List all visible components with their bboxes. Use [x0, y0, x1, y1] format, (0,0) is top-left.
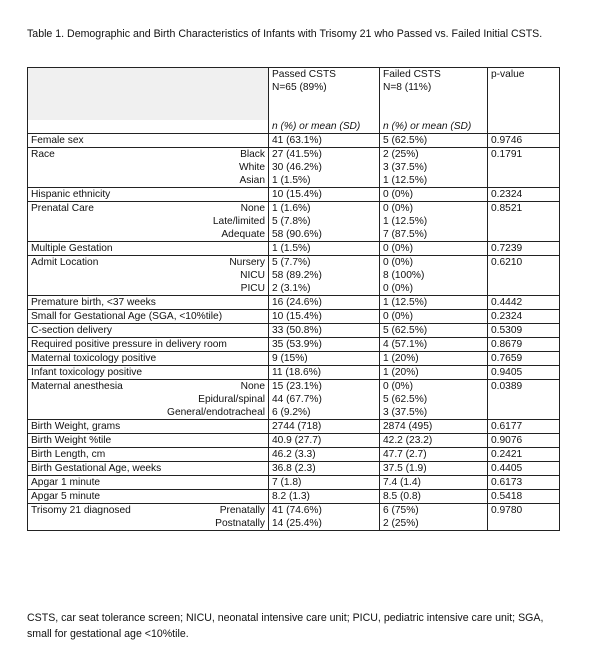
- failed-value: 5 (62.5%): [380, 324, 488, 338]
- table-row: [28, 282, 560, 296]
- p-value: 0.8679: [488, 338, 560, 352]
- table-row: [28, 380, 560, 394]
- failed-value: 1 (20%): [380, 352, 488, 366]
- row-label: Prenatal Care: [31, 203, 94, 214]
- row-category: Adequate: [221, 229, 265, 240]
- passed-value: 8.2 (1.3): [269, 490, 380, 504]
- table-row: [28, 161, 560, 174]
- passed-value: 27 (41.5%): [269, 148, 380, 162]
- p-value: [488, 161, 560, 174]
- p-value: 0.2324: [488, 310, 560, 324]
- p-value: 0.9780: [488, 504, 560, 518]
- row-category: PICU: [240, 283, 265, 294]
- row-label: Apgar 5 minute: [31, 491, 101, 502]
- table-row: [28, 269, 560, 282]
- row-label-cell: [28, 202, 269, 216]
- row-label-cell: [28, 490, 269, 504]
- units-failed: n (%) or mean (SD): [380, 120, 488, 134]
- passed-value: 7 (1.8): [269, 476, 380, 490]
- table-row: [28, 406, 560, 420]
- table-header-row: [28, 68, 560, 121]
- row-category: NICU: [240, 270, 265, 281]
- p-value: 0.2421: [488, 448, 560, 462]
- header-pvalue: p-value: [488, 68, 560, 121]
- passed-value: 5 (7.7%): [269, 256, 380, 270]
- table-row: [28, 242, 560, 256]
- passed-value: 10 (15.4%): [269, 310, 380, 324]
- failed-value: 0 (0%): [380, 282, 488, 296]
- table-row: [28, 202, 560, 216]
- failed-value: 8.5 (0.8): [380, 490, 488, 504]
- passed-value: 1 (1.6%): [269, 202, 380, 216]
- row-category: Nursery: [229, 257, 265, 268]
- failed-value: 6 (75%): [380, 504, 488, 518]
- row-label-cell: [28, 282, 269, 296]
- row-label-cell: [28, 310, 269, 324]
- row-label-cell: [28, 420, 269, 434]
- p-value: 0.4405: [488, 462, 560, 476]
- failed-value: 37.5 (1.9): [380, 462, 488, 476]
- row-label-cell: [28, 228, 269, 242]
- failed-value: 2874 (495): [380, 420, 488, 434]
- p-value: 0.9076: [488, 434, 560, 448]
- passed-value: 6 (9.2%): [269, 406, 380, 420]
- row-label-cell: [28, 448, 269, 462]
- passed-value: 33 (50.8%): [269, 324, 380, 338]
- table-row: [28, 393, 560, 406]
- header-passed-title: Passed CSTS: [272, 69, 336, 80]
- table-row: [28, 434, 560, 448]
- p-value: [488, 269, 560, 282]
- passed-value: 2744 (718): [269, 420, 380, 434]
- row-label-cell: [28, 476, 269, 490]
- header-failed: [380, 68, 488, 121]
- row-label-cell: [28, 434, 269, 448]
- passed-value: 35 (53.9%): [269, 338, 380, 352]
- passed-value: 36.8 (2.3): [269, 462, 380, 476]
- failed-value: 1 (12.5%): [380, 174, 488, 188]
- row-label-cell: [28, 517, 269, 531]
- passed-value: 40.9 (27.7): [269, 434, 380, 448]
- row-label-cell: [28, 380, 269, 394]
- row-label: Required positive pressure in delivery room: [31, 339, 227, 350]
- row-category: None: [240, 203, 265, 214]
- units-passed: n (%) or mean (SD): [269, 120, 380, 134]
- p-value: 0.2324: [488, 188, 560, 202]
- p-value: 0.5309: [488, 324, 560, 338]
- failed-value: 2 (25%): [380, 148, 488, 162]
- header-failed-title: Failed CSTS: [383, 69, 441, 80]
- row-label-cell: [28, 366, 269, 380]
- row-label-cell: [28, 338, 269, 352]
- table-row: [28, 338, 560, 352]
- row-label-cell: [28, 161, 269, 174]
- table-row: [28, 462, 560, 476]
- p-value: [488, 215, 560, 228]
- failed-value: 47.7 (2.7): [380, 448, 488, 462]
- failed-value: 0 (0%): [380, 202, 488, 216]
- passed-value: 9 (15%): [269, 352, 380, 366]
- table-row: [28, 476, 560, 490]
- header-passed-n: N=65 (89%): [272, 82, 327, 93]
- failed-value: 0 (0%): [380, 380, 488, 394]
- p-value: 0.6210: [488, 256, 560, 270]
- passed-value: 41 (63.1%): [269, 134, 380, 148]
- row-label: Maternal toxicology positive: [31, 353, 157, 364]
- failed-value: 0 (0%): [380, 256, 488, 270]
- failed-value: 0 (0%): [380, 188, 488, 202]
- passed-value: 58 (90.6%): [269, 228, 380, 242]
- header-label-cell: [28, 68, 269, 121]
- row-label-cell: [28, 148, 269, 162]
- passed-value: 11 (18.6%): [269, 366, 380, 380]
- p-value: 0.9405: [488, 366, 560, 380]
- passed-value: 14 (25.4%): [269, 517, 380, 531]
- p-value: [488, 174, 560, 188]
- p-value: 0.9746: [488, 134, 560, 148]
- failed-value: 1 (20%): [380, 366, 488, 380]
- row-label-cell: [28, 134, 269, 148]
- row-label: Birth Length, cm: [31, 449, 106, 460]
- failed-value: 42.2 (23.2): [380, 434, 488, 448]
- p-value: 0.0389: [488, 380, 560, 394]
- table-row: [28, 517, 560, 531]
- table-row: [28, 228, 560, 242]
- row-label-cell: [28, 504, 269, 518]
- passed-value: 16 (24.6%): [269, 296, 380, 310]
- row-category: Prenatally: [219, 505, 265, 516]
- row-label: Trisomy 21 diagnosed: [31, 505, 131, 516]
- table-row: [28, 174, 560, 188]
- row-label-cell: [28, 406, 269, 420]
- table-caption: Table 1. Demographic and Birth Characteristics of Infants with Trisomy 21 who Passed vs. Failed Initial CSTS.: [27, 28, 543, 40]
- row-label: Hispanic ethnicity: [31, 189, 111, 200]
- table-row: [28, 420, 560, 434]
- row-label-cell: [28, 256, 269, 270]
- row-label-cell: [28, 269, 269, 282]
- table-row: [28, 324, 560, 338]
- table-row: [28, 148, 560, 162]
- passed-value: 1 (1.5%): [269, 242, 380, 256]
- table-row: [28, 490, 560, 504]
- row-category: Asian: [239, 175, 265, 186]
- row-label: Premature birth, <37 weeks: [31, 297, 156, 308]
- table-row: [28, 310, 560, 324]
- failed-value: 5 (62.5%): [380, 393, 488, 406]
- row-label-cell: [28, 352, 269, 366]
- p-value: 0.1791: [488, 148, 560, 162]
- failed-value: 7 (87.5%): [380, 228, 488, 242]
- row-label-cell: [28, 296, 269, 310]
- row-label: Race: [31, 149, 55, 160]
- row-label-cell: [28, 393, 269, 406]
- failed-value: 1 (12.5%): [380, 215, 488, 228]
- units-label-cell: [28, 120, 269, 134]
- passed-value: 58 (89.2%): [269, 269, 380, 282]
- row-label-cell: [28, 242, 269, 256]
- p-value: [488, 282, 560, 296]
- table-footnote: CSTS, car seat tolerance screen; NICU, neonatal intensive care unit; PICU, pediatric intensive care unit; SGA, small for gestational age <10%tile.: [27, 612, 544, 640]
- row-label-cell: [28, 324, 269, 338]
- p-value: [488, 228, 560, 242]
- failed-value: 8 (100%): [380, 269, 488, 282]
- failed-value: 2 (25%): [380, 517, 488, 531]
- row-label: Birth Gestational Age, weeks: [31, 463, 162, 474]
- table-row: [28, 134, 560, 148]
- passed-value: 2 (3.1%): [269, 282, 380, 296]
- table-row: [28, 296, 560, 310]
- row-label-cell: [28, 462, 269, 476]
- row-label: Infant toxicology positive: [31, 367, 142, 378]
- passed-value: 5 (7.8%): [269, 215, 380, 228]
- row-label: Female sex: [31, 135, 84, 146]
- row-label: Apgar 1 minute: [31, 477, 101, 488]
- table-row: [28, 352, 560, 366]
- p-value: 0.6177: [488, 420, 560, 434]
- row-label: Birth Weight %tile: [31, 435, 112, 446]
- row-label-cell: [28, 188, 269, 202]
- passed-value: 10 (15.4%): [269, 188, 380, 202]
- failed-value: 0 (0%): [380, 242, 488, 256]
- row-label-cell: [28, 215, 269, 228]
- table-row: [28, 366, 560, 380]
- row-category: Epidural/spinal: [198, 394, 265, 405]
- passed-value: 44 (67.7%): [269, 393, 380, 406]
- row-label-cell: [28, 174, 269, 188]
- characteristics-table: [27, 67, 560, 531]
- table-row: [28, 215, 560, 228]
- p-value: 0.8521: [488, 202, 560, 216]
- table-row: [28, 504, 560, 518]
- row-label: Admit Location: [31, 257, 99, 268]
- passed-value: 41 (74.6%): [269, 504, 380, 518]
- passed-value: 1 (1.5%): [269, 174, 380, 188]
- table-row: [28, 448, 560, 462]
- failed-value: 3 (37.5%): [380, 161, 488, 174]
- p-value: 0.7239: [488, 242, 560, 256]
- table-row: [28, 188, 560, 202]
- row-label: Maternal anesthesia: [31, 381, 123, 392]
- failed-value: 1 (12.5%): [380, 296, 488, 310]
- failed-value: 7.4 (1.4): [380, 476, 488, 490]
- p-value: [488, 393, 560, 406]
- row-label: Birth Weight, grams: [31, 421, 121, 432]
- p-value: [488, 517, 560, 531]
- units-pvalue: [488, 120, 560, 134]
- p-value: 0.4442: [488, 296, 560, 310]
- failed-value: 5 (62.5%): [380, 134, 488, 148]
- table-row: [28, 256, 560, 270]
- p-value: 0.5418: [488, 490, 560, 504]
- passed-value: 46.2 (3.3): [269, 448, 380, 462]
- header-failed-n: N=8 (11%): [383, 82, 432, 93]
- p-value: [488, 406, 560, 420]
- row-label: Small for Gestational Age (SGA, <10%tile): [31, 311, 223, 322]
- passed-value: 15 (23.1%): [269, 380, 380, 394]
- row-category: Black: [240, 149, 265, 160]
- p-value: 0.7659: [488, 352, 560, 366]
- failed-value: 3 (37.5%): [380, 406, 488, 420]
- row-category: None: [240, 381, 265, 392]
- failed-value: 0 (0%): [380, 310, 488, 324]
- passed-value: 30 (46.2%): [269, 161, 380, 174]
- row-category: Postnatally: [215, 518, 265, 529]
- row-category: General/endotracheal: [167, 407, 265, 418]
- row-label: Multiple Gestation: [31, 243, 113, 254]
- row-category: White: [238, 162, 265, 173]
- row-label: C-section delivery: [31, 325, 112, 336]
- p-value: 0.6173: [488, 476, 560, 490]
- row-category: Late/limited: [212, 216, 265, 227]
- failed-value: 4 (57.1%): [380, 338, 488, 352]
- units-row: [28, 120, 560, 134]
- header-passed: [269, 68, 380, 121]
